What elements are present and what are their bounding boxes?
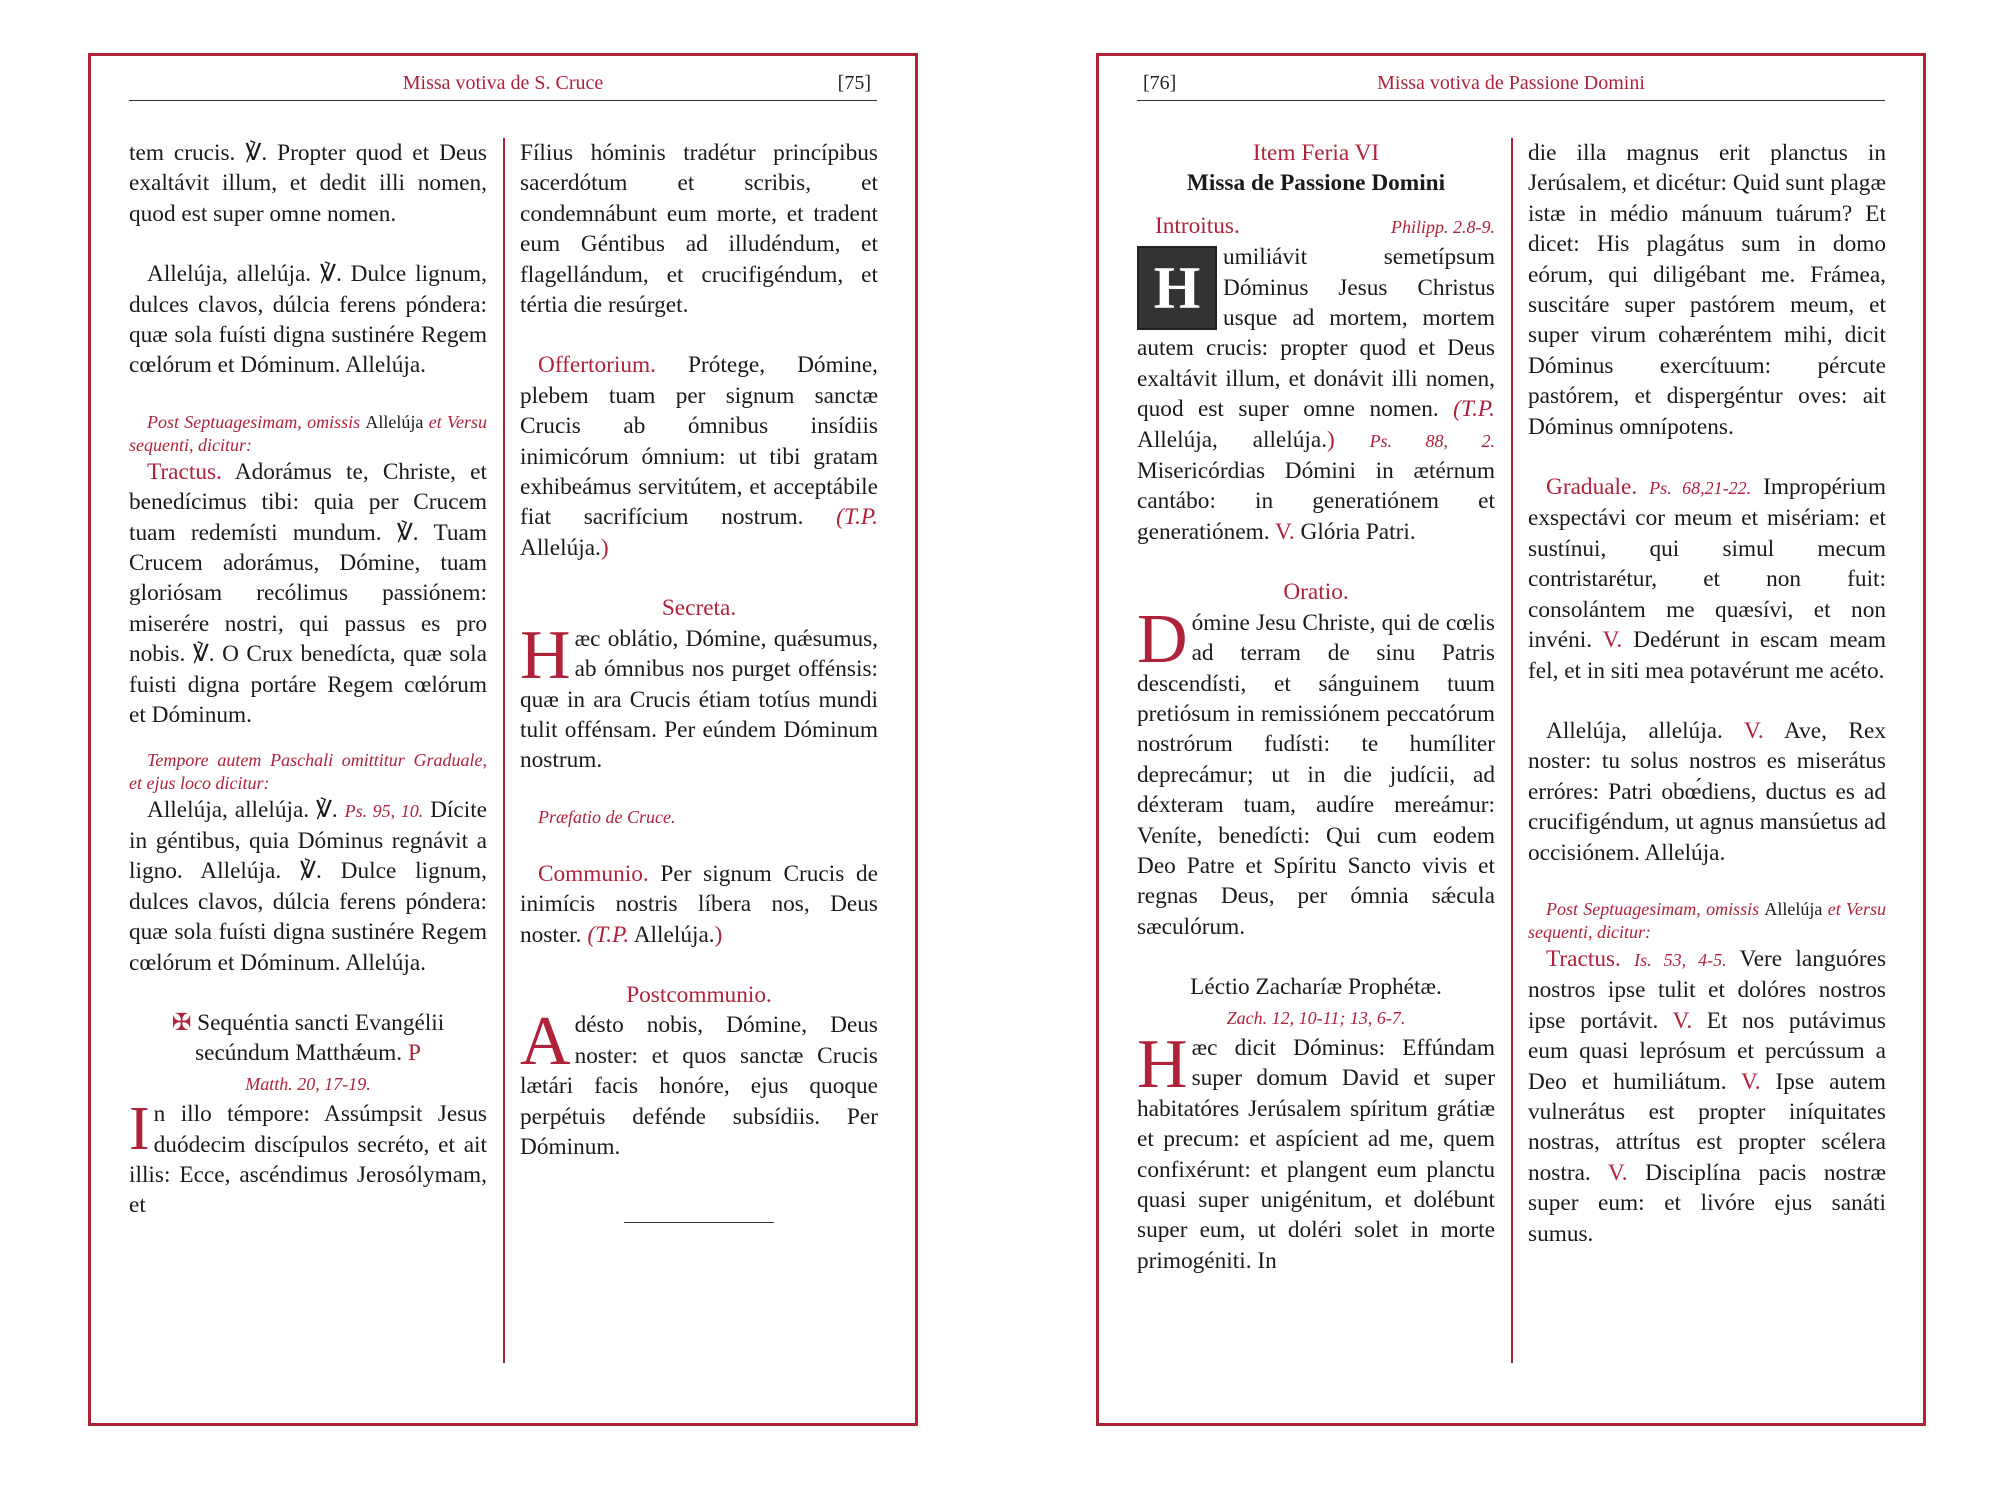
dropcap-I: I (129, 1095, 150, 1164)
missa-title: Missa de Passione Domini (1186, 170, 1446, 197)
dropcap-H: H (520, 616, 571, 694)
right-column-2 (1528, 138, 1886, 1249)
communio-paragraph: Communio. Per signum Crucis de inimícis nostris líbera nos, Deus noster. (T.P. Allelúja.) (520, 860, 878, 948)
rubric-septuagesima: Post Septuagesimam, omissis Allelúja et Versu sequenti, dicitur: (129, 411, 488, 455)
oratio-title: Oratio. (1283, 579, 1349, 606)
dropcap-H: H (1137, 1025, 1188, 1103)
right-page (1096, 53, 1926, 1426)
introitus-reference: Philipp. 2.8-9. (1391, 216, 1495, 237)
alleluia-paragraph: Allelúja, allelúja. V. Ave, Rex noster: tu solus nostros es miserátus erróres: Patri obœ́diens, ductus es ad crucifigéndum, ut agnus mansúetus ad occisiónem. Allelúja. (1528, 717, 1887, 866)
tractus-label: Tractus. (147, 458, 222, 485)
tractus-paragraph: Tractus. Is. 53, 4-5. Vere languóres nostros ipse tulit et dolóres nostros ipse portávit. V. Et nos putávimus eum quasi leprósum et percússum a Deo et humiliátum. V. Ipse autem vulnerátus est propter iníquitates nostras, attrítus est propter scélera nostra. V. Disciplína pacis nostræ super eum: et livóre ejus sanáti sumus. (1528, 945, 1887, 1247)
alleluia-paragraph: Allelúja, allelúja. ℣. Dulce lignum, dulces clavos, dúlcia ferens póndera: quæ sola fuísti digna sustinére Regem cœlórum et Dóminum. Allelúja. (129, 261, 487, 379)
left-column-2 (520, 138, 878, 1223)
ornate-initial-H: H (1137, 246, 1217, 330)
gospel-title: ✠ Sequéntia sancti Evangélii secúndum Matthǽum. P (171, 1009, 445, 1067)
left-header-title: Missa votiva de S. Cruce (402, 72, 604, 94)
lectio-reference: Zach. 12, 10-11; 13, 6-7. (1226, 1007, 1406, 1028)
rubric-septuagesima: Post Septuagesimam, omissis Allelúja et Versu sequenti, dicitur: (1528, 898, 1887, 942)
dropcap-A: A (520, 1003, 571, 1081)
graduale-paragraph: Graduale. Ps. 68,21-22. Impropérium exspectávi cor meum et misériam: et sustínui, qui simul mecum contristarétur, et non fuit: consolántem me quæsívi, et non invéni. V. Dedérunt in escam meam fel, et in siti mea potavérunt me acéto. (1528, 474, 1887, 684)
column-divider (1511, 138, 1513, 1363)
tractus-label: Tractus. (1546, 945, 1621, 972)
right-header-title: Missa votiva de Passione Domini (1377, 72, 1645, 94)
oratio-text: Dómine Jesu Christe, qui de cœlis ad terram de sinu Patris descendísti, et sánguinem tuum pretiósum in remissiónem peccatórum nostrórum fudísti: te humíliter deprecámur; ut in die judícii, ad déxteram tuam, audíre mereámur: Veníte, benedícti: Qui cum eodem Deo Patre et Spíritu Sancto vivis et regnas Deus, per ómnia sǽcula sæculórum. (1137, 600, 1495, 940)
text-paragraph: tem crucis. ℣. Propter quod et Deus exaltávit illum, et dedit illi nomen, quod est super omne nomen. (129, 140, 487, 227)
paschal-alleluia: Allelúja, allelúja. ℣. Ps. 95, 10. Dícite in géntibus, quia Dóminus regnávit a ligno. Allelúja. ℣. Dulce lignum, dulces clavos, dúlcia ferens póndera: quæ sola fuísti digna sustinére Regem cœlórum et Dóminum. Allelúja. (129, 796, 488, 976)
praefatio-rubric: Præfatio de Cruce. (538, 806, 676, 827)
tractus-paragraph: Tractus. Adorámus te, Christe, et benedícimus tibi: quia per Crucem tuam redemísti mundum. ℣. Tuam Crucem adorámus, Dómine, tuam gloriósam recólimus passiónem: miserére nostri, qui passus es pro nobis. ℣. O Crux benedícta, quæ sola fuisti digna portáre Regem cœlórum et Dóminum. (129, 458, 487, 729)
dropcap-D: D (1137, 600, 1188, 678)
secreta-text: Hæc oblátio, Dómine, quǽsumus, ab ómnibus nos purget offénsis: quæ in ara Crucis étiam totíus mundi tulit offénsam. Per eúndem Dóminum nostrum. (520, 616, 878, 774)
lectio-continuation: die illa magnus erit planctus in Jerúsalem, et dicétur: Quid sunt plagæ istæ in médio mánuum tuárum? Et dicet: His plagátus sum in domo eórum, qui diligébant me. Frámea, suscitáre super pastórem meum, et super virum cohæréntem mihi, dicit Dóminus exercítuum: pércute pastórem, et dispergéntur oves: ait Dóminus omnípotens. (1528, 140, 1886, 440)
left-column-1 (129, 138, 487, 1221)
right-page-number: [76] (1143, 72, 1177, 94)
secreta-title: Secreta. (661, 595, 737, 622)
rubric-paschal: Tempore autem Paschali omittitur Graduale, et ejus loco dicitur: (129, 749, 487, 793)
end-rule (624, 1222, 774, 1223)
right-page-header (1137, 70, 1885, 101)
gospel-text: In illo témpore: Assúmpsit Jesus duódecim discípulos secréto, et ait illis: Ecce, ascéndimus Jerosólymam, et (129, 1095, 487, 1219)
postcommunio-title: Postcommunio. (626, 981, 772, 1008)
offertorium-label: Offertorium. (538, 352, 656, 379)
introitus-text: H umiliávit semetípsum Dóminus Jesus Christus usque ad mortem, mortem autem crucis: propter quod et Deus exaltávit illum, et donávit illi nomen, quod est super omne nomen. (T.P. Allelúja, allelúja.) Ps. 88, 2. Misericórdias Dómini in ætérnum cantábo: in generatiónem et generatiónem. V. Glória Patri. (1137, 244, 1496, 545)
cross-icon: ✠ (171, 1009, 192, 1036)
introitus-heading (1137, 211, 1495, 242)
graduale-label: Graduale. (1546, 474, 1638, 501)
lectio-title: Léctio Zacharíæ Prophétæ. (1190, 974, 1442, 1001)
right-column-1 (1137, 138, 1495, 1276)
introitus-label: Introitus. (1155, 212, 1240, 239)
left-page-number: [75] (837, 72, 871, 94)
postcommunio-text: Adésto nobis, Dómine, Deus noster: et quos sanctæ Crucis lætári facis honóre, ejus quoque perpétuis defénde subsídiis. Per Dóminum. (520, 1003, 878, 1160)
left-page-header (129, 70, 877, 101)
lectio-text: Hæc dicit Dóminus: Effúndam super domum David et super habitatóres Jerúsalem spíritum grátiæ et precum: et aspícient ad me, quem confixérunt: et plangent eum planctu quasi super unigénitum, et dolébunt super eum, ut doléri solet in morte primogéniti. In (1137, 1025, 1495, 1274)
column-divider (503, 138, 505, 1363)
item-title: Item Feria VI (1252, 140, 1380, 166)
communio-label: Communio. (538, 860, 649, 887)
offertorium-paragraph: Offertorium. Prótege, Dómine, plebem tuam per signum sanctæ Crucis ab ómnibus insídiis inimicórum ómnium: ut tibi gratam exhibeámus servitútem, et acceptábile fiat sacrifícium nostrum. (T.P. Allelúja.) (520, 352, 878, 561)
gospel-reference: Matth. 20, 17-19. (245, 1073, 371, 1094)
gospel-continuation: Fílius hóminis tradétur princípibus sacerdótum et scribis, et condemnábunt eum morte, et tradent eum Géntibus ad illudéndum, et flagellándum, et crucifigéndum, et tértia die resúrget. (520, 140, 878, 319)
left-page (88, 53, 918, 1426)
